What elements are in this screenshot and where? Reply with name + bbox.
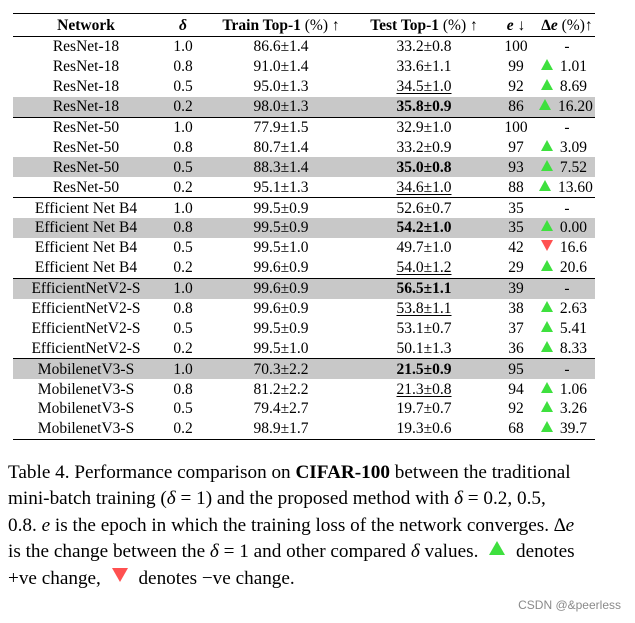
header-delta-e: ∆e (%)↑ — [539, 14, 595, 37]
cell-epoch: 35 — [493, 198, 539, 218]
up-triangle-icon — [539, 99, 551, 110]
cell-train-top1: 99.5±1.0 — [253, 239, 309, 257]
cell-network: EfficientNetV2-S — [13, 278, 159, 298]
cell-network: Efficient Net B4 — [13, 198, 159, 218]
up-triangle-icon — [539, 180, 551, 191]
table-row — [13, 338, 595, 358]
cell-test-top1: 54.2±1.0 — [355, 218, 493, 238]
cell-delta-e: 8.33 — [539, 338, 595, 358]
cell-test-top1: 33.2±0.8 — [396, 38, 452, 56]
up-triangle-icon — [541, 341, 553, 352]
cell-test-top1: 35.0±0.8 — [355, 157, 493, 177]
table-row — [13, 359, 595, 379]
cell-network: EfficientNetV2-S — [31, 319, 141, 337]
cell-delta-e: 39.7 — [539, 419, 595, 439]
cell-train-top1: 79.4±2.7 — [253, 400, 309, 418]
cell-network: Efficient Net B4 — [34, 259, 138, 277]
cell-delta-e: - — [539, 359, 595, 379]
cell-delta-e: - — [564, 38, 570, 56]
table-body — [13, 37, 595, 440]
cell-delta: 1.0 — [159, 359, 207, 379]
cell-epoch: 97 — [508, 138, 524, 156]
cell-delta-e: - — [539, 117, 595, 137]
table-row — [13, 258, 595, 278]
cell-test-top1: 53.8±1.1 — [396, 300, 452, 318]
cell-delta-e: 3.09 — [539, 137, 595, 157]
down-triangle-icon — [112, 568, 128, 582]
cell-train-top1: 99.5±1.0 — [253, 339, 309, 357]
table-row — [13, 157, 595, 177]
cell-epoch: 88 — [508, 178, 524, 196]
cell-delta: 0.2 — [159, 97, 207, 117]
caption-label: Table 4. — [8, 462, 70, 483]
table-row — [13, 419, 595, 439]
cell-test-top1: 56.5±1.1 — [355, 278, 493, 298]
cell-delta: 0.5 — [173, 400, 193, 418]
table-row — [13, 198, 595, 218]
cell-test-top1: 50.1±1.3 — [396, 339, 452, 357]
cell-delta-e: 16.20 — [539, 97, 595, 117]
table-row — [13, 218, 595, 238]
cell-test-top1: 54.0±1.2 — [396, 259, 452, 277]
cell-train-top1: 99.5±0.9 — [253, 319, 309, 337]
cell-train-top1: 88.3±1.4 — [207, 157, 355, 177]
cell-train-top1: 91.0±1.4 — [253, 58, 309, 76]
cell-delta: 0.8 — [173, 58, 193, 76]
table-row — [13, 379, 595, 399]
table-row — [13, 137, 595, 157]
up-triangle-icon — [541, 401, 553, 412]
cell-epoch: 42 — [508, 239, 524, 257]
up-triangle-icon — [541, 140, 553, 151]
cell-test-top1: 34.5±1.0 — [396, 78, 452, 96]
up-triangle-icon — [541, 79, 553, 90]
cell-delta-e: 16.6 — [539, 238, 595, 258]
cell-delta: 0.2 — [173, 339, 193, 357]
cell-network: EfficientNetV2-S — [31, 300, 141, 318]
table-row — [13, 117, 595, 137]
cell-network: ResNet-18 — [52, 38, 120, 56]
cell-delta: 1.0 — [159, 198, 207, 218]
header-train-top1: Train Top-1 (%) ↑ — [207, 14, 355, 37]
cell-delta: 0.5 — [173, 239, 193, 257]
cell-train-top1: 99.6±0.9 — [253, 300, 309, 318]
cell-network: Efficient Net B4 — [13, 218, 159, 238]
cell-delta-e: 0.00 — [539, 218, 595, 238]
up-triangle-icon — [541, 220, 553, 231]
cell-test-top1: 21.3±0.8 — [396, 380, 452, 398]
caption-dataset: CIFAR-100 — [295, 462, 390, 483]
table-row — [13, 299, 595, 319]
cell-test-top1: 21.5±0.9 — [355, 359, 493, 379]
cell-network: ResNet-50 — [13, 157, 159, 177]
cell-train-top1: 70.3±2.2 — [207, 359, 355, 379]
up-triangle-icon — [541, 260, 553, 271]
cell-delta: 0.8 — [173, 138, 193, 156]
cell-train-top1: 80.7±1.4 — [253, 138, 309, 156]
cell-test-top1: 34.6±1.0 — [396, 178, 452, 196]
cell-delta-e: 20.6 — [539, 258, 595, 278]
table-caption: Table 4. Performance comparison on CIFAR-100 between the traditional mini-batch training (δ = 1) and the proposed method with δ = 0.2, 0.5, 0.8. e is the epoch in which the training loss of the network converges. ∆e is the change between the δ = 1 and other compared δ values. denotes +ve change, denotes −ve change. — [8, 462, 575, 589]
cell-epoch: 38 — [508, 300, 524, 318]
table-row — [13, 399, 595, 419]
cell-network: ResNet-50 — [13, 117, 159, 137]
table-row — [13, 37, 595, 57]
cell-delta-e: - — [539, 198, 595, 218]
table-header — [13, 14, 595, 37]
cell-test-top1: 49.7±1.0 — [396, 239, 452, 257]
cell-delta-e: - — [539, 278, 595, 298]
cell-delta-e: 3.26 — [539, 399, 595, 419]
cell-delta: 0.8 — [159, 218, 207, 238]
up-triangle-icon — [541, 301, 553, 312]
cell-train-top1: 98.9±1.7 — [207, 419, 355, 439]
cell-network: EfficientNetV2-S — [31, 339, 141, 357]
table-row — [13, 177, 595, 197]
cell-delta-e: 13.60 — [539, 177, 595, 197]
cell-network: MobilenetV3-S — [37, 380, 135, 398]
cell-train-top1: 95.1±1.3 — [253, 178, 309, 196]
cell-epoch: 99 — [508, 58, 524, 76]
cell-network: ResNet-50 — [52, 138, 120, 156]
cell-test-top1: 33.6±1.1 — [396, 58, 452, 76]
cell-network: Efficient Net B4 — [34, 239, 138, 257]
cell-delta-e: 5.41 — [539, 318, 595, 338]
cell-network: ResNet-18 — [52, 58, 120, 76]
header-network: Network — [13, 14, 159, 37]
cell-test-top1: 32.9±1.0 — [355, 117, 493, 137]
cell-test-top1: 53.1±0.7 — [396, 319, 452, 337]
cell-epoch: 37 — [508, 319, 524, 337]
cell-train-top1: 99.6±0.9 — [207, 278, 355, 298]
up-triangle-icon — [541, 59, 553, 70]
up-triangle-icon — [541, 321, 553, 332]
cell-network: MobilenetV3-S — [13, 359, 159, 379]
cell-delta-e: 7.52 — [539, 157, 595, 177]
cell-epoch: 36 — [508, 339, 524, 357]
up-triangle-icon — [541, 160, 553, 171]
cell-test-top1: 35.8±0.9 — [355, 97, 493, 117]
cell-epoch: 95 — [493, 359, 539, 379]
cell-delta: 0.8 — [173, 300, 193, 318]
up-triangle-icon — [541, 382, 553, 393]
cell-train-top1: 77.9±1.5 — [207, 117, 355, 137]
cell-epoch: 39 — [493, 278, 539, 298]
table-row — [13, 57, 595, 77]
table-row — [13, 318, 595, 338]
cell-train-top1: 95.0±1.3 — [253, 78, 309, 96]
cell-epoch: 86 — [493, 97, 539, 117]
cell-train-top1: 99.5±0.9 — [207, 218, 355, 238]
cell-network: MobilenetV3-S — [37, 400, 135, 418]
cell-delta: 0.8 — [173, 380, 193, 398]
cell-train-top1: 98.0±1.3 — [207, 97, 355, 117]
cell-train-top1: 81.2±2.2 — [253, 380, 309, 398]
cell-train-top1: 99.5±0.9 — [207, 198, 355, 218]
cell-delta: 1.0 — [159, 278, 207, 298]
header-delta: δ — [159, 14, 207, 37]
cell-delta-e: 2.63 — [539, 299, 595, 319]
cell-delta: 0.2 — [159, 419, 207, 439]
cell-epoch: 100 — [493, 117, 539, 137]
table-row — [13, 278, 595, 298]
cell-delta: 0.2 — [173, 259, 193, 277]
watermark: CSDN @&peerless — [518, 598, 621, 612]
cell-epoch: 35 — [493, 218, 539, 238]
table-row — [13, 238, 595, 258]
cell-delta: 1.0 — [173, 38, 193, 56]
results-table — [13, 13, 595, 440]
cell-delta: 0.5 — [159, 157, 207, 177]
cell-epoch: 92 — [508, 400, 524, 418]
cell-test-top1: 33.2±0.9 — [396, 138, 452, 156]
table-row — [13, 77, 595, 97]
cell-train-top1: 86.6±1.4 — [253, 38, 309, 56]
cell-delta-e: 8.69 — [539, 77, 595, 97]
up-triangle-icon — [541, 421, 553, 432]
cell-epoch: 100 — [504, 38, 528, 56]
cell-epoch: 29 — [508, 259, 524, 277]
cell-test-top1: 52.6±0.7 — [355, 198, 493, 218]
cell-epoch: 92 — [508, 78, 524, 96]
cell-delta: 0.5 — [173, 319, 193, 337]
cell-delta-e: 1.06 — [539, 379, 595, 399]
down-triangle-icon — [541, 240, 553, 251]
cell-delta: 0.2 — [173, 178, 193, 196]
results-table-container — [13, 13, 595, 440]
header-test-top1: Test Top-1 (%) ↑ — [355, 14, 493, 37]
cell-delta: 0.5 — [173, 78, 193, 96]
cell-epoch: 68 — [493, 419, 539, 439]
cell-network: ResNet-50 — [52, 178, 120, 196]
cell-test-top1: 19.7±0.7 — [396, 400, 452, 418]
cell-test-top1: 19.3±0.6 — [355, 419, 493, 439]
cell-network: ResNet-18 — [52, 78, 120, 96]
up-triangle-icon — [489, 541, 505, 555]
cell-network: ResNet-18 — [13, 97, 159, 117]
cell-train-top1: 99.6±0.9 — [253, 259, 309, 277]
cell-epoch: 93 — [493, 157, 539, 177]
header-epoch: e ↓ — [493, 14, 539, 37]
cell-delta-e: 1.01 — [539, 57, 595, 77]
cell-delta: 1.0 — [159, 117, 207, 137]
table-row — [13, 97, 595, 117]
cell-network: MobilenetV3-S — [13, 419, 159, 439]
cell-epoch: 94 — [508, 380, 524, 398]
